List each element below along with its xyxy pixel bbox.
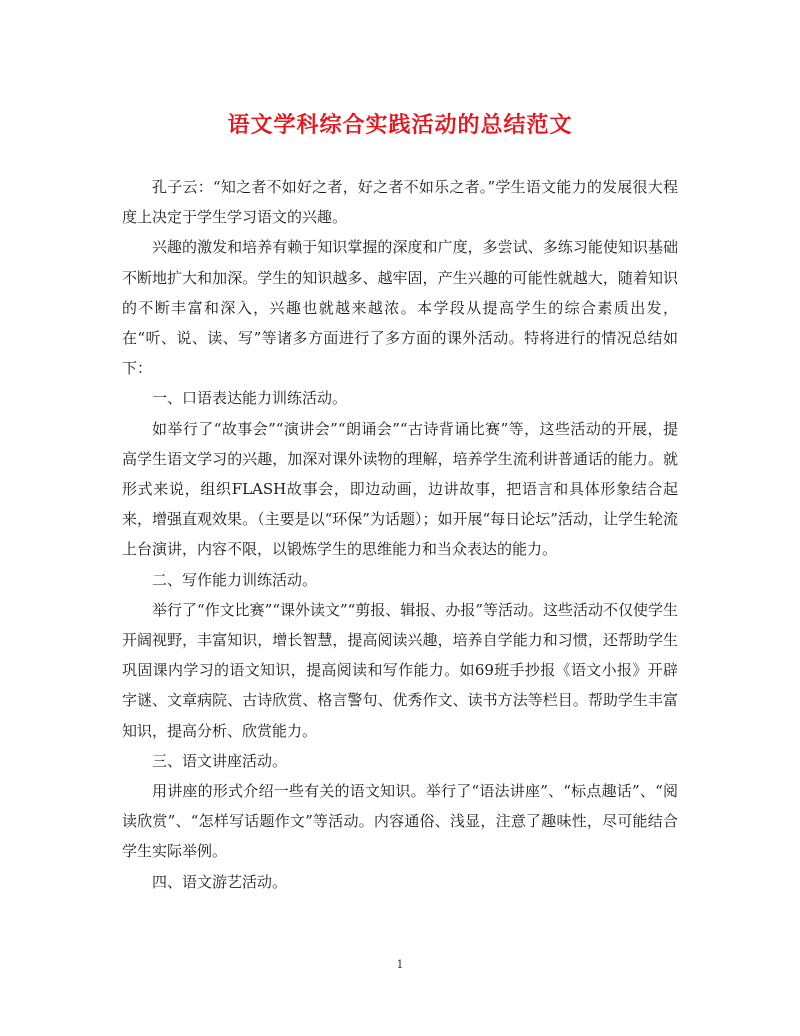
document-body bbox=[122, 172, 678, 897]
paragraph-interest: 兴趣的激发和培养有赖于知识掌握的深度和广度，多尝试、多练习能使知识基础不断地扩大和加深。学生的知识越多、越牢固，产生兴趣的可能性就越大，随着知识的不断丰富和深入，兴趣也就越来越浓。本学段从提高学生的综合素质出发，在“听、说、读、写”等诸多方面进行了多方面的课外活动。特将进行的情况总结如下： bbox=[122, 238, 678, 378]
paragraph-writing: 举行了“作文比赛”“课外读文”“剪报、辑报、办报”等活动。这些活动不仅使学生开阔视野，丰富知识，增长智慧，提高阅读兴趣，培养自学能力和习惯，还帮助学生巩固课内学习的语文知识，提高阅读和写作能力。如69班手抄报《语文小报》开辟字谜、文章病院、古诗欣赏、格言警句、优秀作文、读书方法等栏目。帮助学生丰富知识，提高分析、欣赏能力。 bbox=[122, 600, 679, 740]
section-heading-oral: 一、口语表达能力训练活动。 bbox=[152, 389, 348, 408]
page-number: 1 bbox=[396, 958, 404, 971]
paragraph-oral: 如举行了“故事会”“演讲会”“朗诵会”“古诗背诵比赛”等，这些活动的开展，提高学生语文学习的兴趣，加深对课外读物的理解，培养学生流利讲普通话的能力。就形式来说，组织FLASH故事会，即边动画，边讲故事，把语言和具体形象结合起来，增强直观效果。（主要是以“环保”为话题）；如开展“每日论坛”活动，让学生轮流上台演讲，内容不限，以锻炼学生的思维能力和当众表达的能力。 bbox=[122, 419, 678, 559]
section-heading-writing: 二、写作能力训练活动。 bbox=[152, 570, 318, 589]
section-heading-lecture: 三、语文讲座活动。 bbox=[152, 751, 288, 770]
document-title: 语文学科综合实践活动的总结范文 bbox=[227, 112, 573, 138]
paragraph-intro: 孔子云：“知之者不如好之者，好之者不如乐之者。”学生语文能力的发展很大程度上决定于学生学习语文的兴趣。 bbox=[122, 178, 678, 227]
paragraph-lecture: 用讲座的形式介绍一些有关的语文知识。举行了“语法讲座”、“标点趣话”、“阅读欣赏”、“怎样写话题作文”等活动。内容通俗、浅显，注意了趣味性，尽可能结合学生实际举例。 bbox=[122, 782, 678, 861]
section-heading-games: 四、语文游艺活动。 bbox=[152, 872, 288, 891]
